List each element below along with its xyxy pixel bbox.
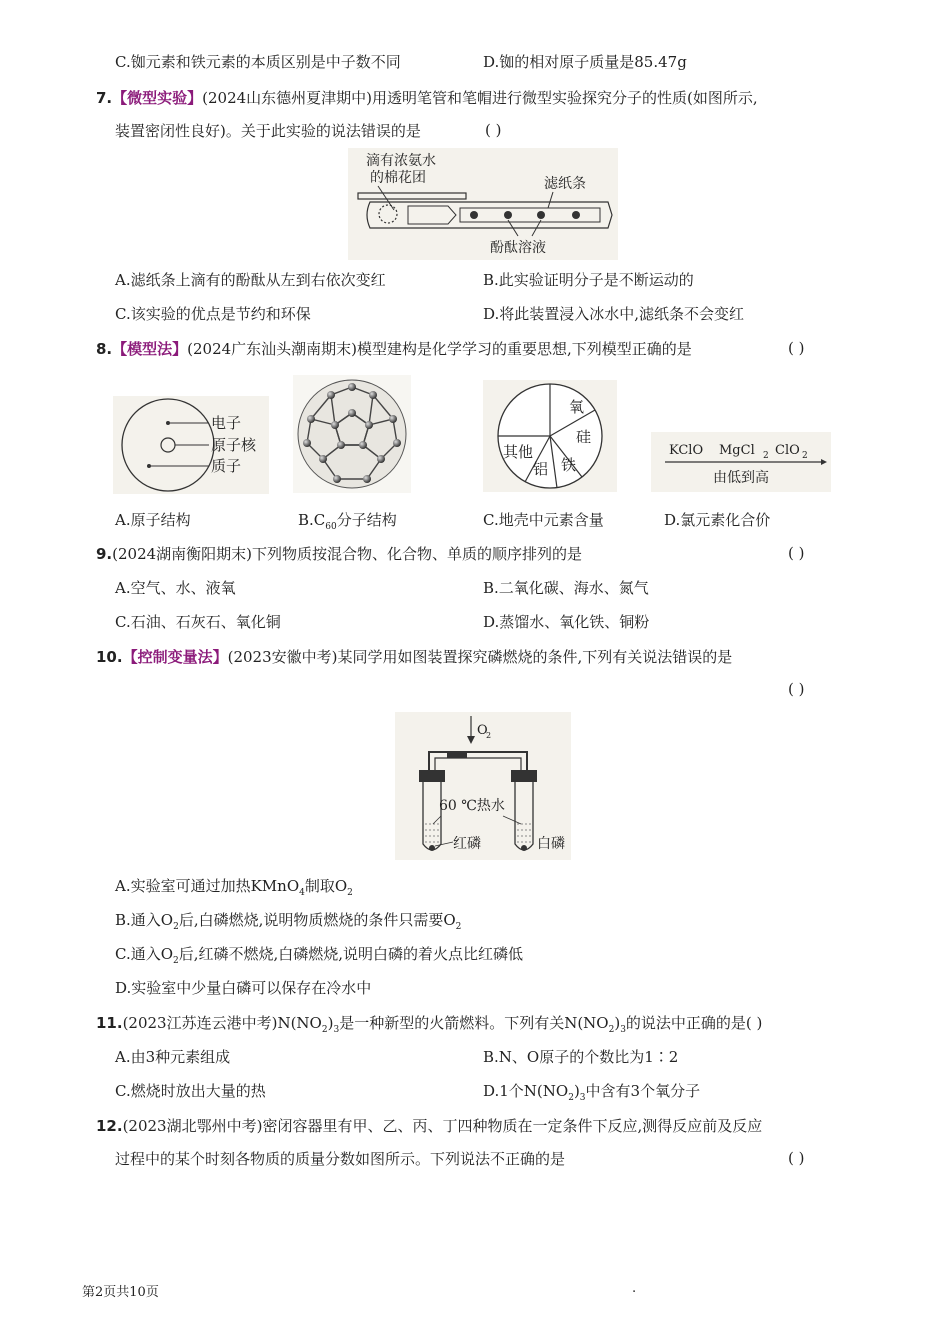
q8-text: (2024广东汕头潮南期末)模型建构是化学学习的重要思想,下列模型正确的是 — [187, 340, 692, 358]
q11-option-a: A.由3种元素组成 — [115, 1048, 231, 1066]
q11-option-b: B.N、O原子的个数比为1∶2 — [483, 1048, 679, 1066]
q8-figA-nucleus: 原子核 — [211, 436, 257, 454]
q12-stem-line1 — [96, 1116, 762, 1136]
q7-fig-drop-1 — [470, 211, 478, 219]
page-footer-number: 第2页共10页 — [82, 1285, 159, 1300]
q7-option-b: B.此实验证明分子是不断运动的 — [483, 271, 694, 289]
q11-text-mid2: 是一种新型的火箭燃料。下列有关N(NO — [339, 1014, 609, 1032]
q10-option-b-sub1: 2 — [173, 922, 179, 932]
q11-option-d-sub1: 2 — [568, 1093, 574, 1103]
q11-option-d-post: 中含有3个氧分子 — [585, 1082, 701, 1100]
q10-tag: 【控制变量法】 — [122, 648, 228, 666]
q7-stem-line1 — [96, 88, 758, 108]
q8-figD-formula-3: ClO — [775, 443, 800, 458]
q10-option-b-mid: 后,白磷燃烧,说明物质燃烧的条件只需要O — [178, 911, 456, 929]
q8-option-d: D.氯元素化合价 — [664, 511, 771, 529]
q12-text1: (2023湖北鄂州中考)密闭容器里有甲、乙、丙、丁四种物质在一定条件下反应,测得反应前及反应 — [122, 1117, 763, 1135]
q7-option-c: C.该实验的优点是节约和环保 — [115, 305, 311, 323]
q7-option-a: A.滤纸条上滴有的酚酞从左到右依次变红 — [115, 271, 386, 289]
q6-option-c: C.铷元素和铁元素的本质区别是中子数不同 — [115, 53, 401, 71]
q7-fig-drop-3 — [537, 211, 545, 219]
page-footer-dot: . — [632, 1281, 637, 1296]
q12-stem-line2: 过程中的某个时刻各物质的质量分数如图所示。下列说法不正确的是 — [115, 1150, 566, 1168]
q10-option-d: D.实验室中少量白磷可以保存在冷水中 — [115, 979, 372, 997]
q10-figure — [395, 712, 571, 860]
q7-stem-line2: 装置密闭性良好)。关于此实验的说法错误的是 — [115, 122, 421, 140]
q11-text-sub1: 2 — [321, 1025, 328, 1035]
q7-fig-drop-4 — [572, 211, 580, 219]
q8-figD-formula-2-sub: 2 — [763, 451, 769, 461]
q9-answer-paren: ( ) — [788, 544, 805, 562]
q10-option-a-sub2: 2 — [347, 888, 353, 898]
q11-text-sub4: 3 — [620, 1025, 626, 1035]
q11-stem — [96, 1013, 762, 1040]
q9-text: (2024湖南衡阳期末)下列物质按混合物、化合物、单质的顺序排列的是 — [112, 545, 583, 563]
q8-figure-chlorine-valence — [651, 432, 831, 492]
q11-text-mid: ) — [327, 1014, 334, 1032]
q7-fig-label-cotton-2: 的棉花团 — [370, 170, 426, 186]
q11-option-d-mid: ) — [573, 1082, 580, 1100]
q10-fig-o2-sub: 2 — [486, 731, 492, 740]
q10-fig-hot-water: 60 ℃热水 — [439, 798, 505, 814]
q10-option-a-mid: 制取O — [304, 877, 348, 895]
q9-option-b: B.二氧化碳、海水、氮气 — [483, 579, 649, 597]
q6-option-d: D.铷的相对原子质量是85.47g — [483, 53, 687, 71]
q7-fig-label-solution: 酚酞溶液 — [490, 240, 546, 256]
q7-fig-label-paper: 滤纸条 — [544, 176, 586, 192]
q8-figA-proton: 质子 — [211, 457, 242, 475]
q10-option-c-sub: 2 — [173, 956, 179, 966]
q9-option-d: D.蒸馏水、氧化铁、铜粉 — [483, 613, 650, 631]
q11-option-d-sub2: 3 — [579, 1093, 586, 1103]
q10-option-c — [115, 944, 523, 971]
q8-option-b-sub: 60 — [325, 522, 337, 532]
q11-text-sub3: 2 — [608, 1025, 615, 1035]
q8-option-a: A.原子结构 — [115, 511, 191, 529]
q8-answer-paren: ( ) — [788, 339, 805, 357]
q8-figA-electron: 电子 — [211, 414, 242, 432]
q8-option-b — [298, 510, 397, 537]
q11-text-pre: (2023江苏连云港中考)N(NO — [122, 1014, 322, 1032]
q11-text-post: 的说法中正确的是( ) — [625, 1014, 763, 1032]
q10-answer-paren: ( ) — [788, 680, 805, 698]
q10-text: (2023安徽中考)某同学用如图装置探究磷燃烧的条件,下列有关说法错误的是 — [227, 648, 733, 666]
q11-option-d — [483, 1081, 700, 1108]
q7-fig-drop-2 — [504, 211, 512, 219]
q9-number: 9. — [96, 545, 113, 563]
q8-number: 8. — [96, 340, 113, 358]
q7-option-d: D.将此装置浸入冰水中,滤纸条不会变红 — [483, 305, 745, 323]
q7-text1: (2024山东德州夏津期中)用透明笔管和笔帽进行微型实验探究分子的性质(如图所示, — [202, 89, 758, 107]
q11-option-d-pre: D.1个N(NO — [483, 1082, 569, 1100]
q11-option-c: C.燃烧时放出大量的热 — [115, 1082, 266, 1100]
q10-fig-red-phosphorus: 红磷 — [453, 836, 481, 852]
q8-figure-atom — [113, 396, 269, 494]
q7-answer-paren: ( ) — [485, 121, 502, 139]
q8-figC-other: 其他 — [503, 443, 534, 461]
q9-stem — [96, 544, 582, 564]
q9-option-a: A.空气、水、液氧 — [115, 579, 236, 597]
q12-answer-paren: ( ) — [788, 1149, 805, 1167]
q10-option-a-pre: A.实验室可通过加热KMnO — [115, 877, 300, 895]
q9-option-c: C.石油、石灰石、氧化铜 — [115, 613, 281, 631]
q8-figD-formula-1: KClO — [669, 443, 704, 458]
q11-text-mid3: ) — [614, 1014, 621, 1032]
q12-number: 12. — [96, 1117, 123, 1135]
q10-option-b — [115, 910, 461, 937]
q8-figure-crust-pie — [483, 380, 617, 492]
q7-number: 7. — [96, 89, 113, 107]
q8-figD-formula-2: MgCl — [719, 443, 755, 458]
q10-fig-o2: O — [477, 723, 488, 738]
q10-option-a-sub1: 4 — [299, 888, 305, 898]
q11-text-sub2: 3 — [333, 1025, 340, 1035]
q7-fig-label-cotton-1: 滴有浓氨水 — [366, 153, 436, 169]
q10-option-b-pre: B.通入O — [115, 911, 174, 929]
q10-option-b-sub2: 2 — [455, 922, 462, 932]
q10-number: 10. — [96, 648, 123, 666]
q8-figD-caption: 由低到高 — [713, 470, 769, 486]
q8-stem — [96, 339, 692, 359]
q8-figC-iron: 铁 — [561, 456, 577, 474]
q10-stem — [96, 647, 732, 667]
q8-option-c: C.地壳中元素含量 — [483, 511, 604, 529]
q8-figC-silicon: 硅 — [576, 428, 592, 446]
q8-option-b-post: 分子结构 — [336, 511, 397, 529]
q7-figure — [348, 148, 618, 260]
q7-tag: 【微型实验】 — [112, 89, 203, 107]
q8-figure-c60 — [293, 375, 411, 493]
q10-fig-white-phosphorus: 白磷 — [537, 836, 565, 852]
q10-option-c-post: 后,红磷不燃烧,白磷燃烧,说明白磷的着火点比红磷低 — [178, 945, 524, 963]
q8-tag: 【模型法】 — [112, 340, 188, 358]
q8-figC-oxygen: 氧 — [569, 398, 585, 416]
q11-number: 11. — [96, 1014, 123, 1032]
q10-option-c-pre: C.通入O — [115, 945, 174, 963]
q8-option-b-pre: B.C — [298, 511, 326, 529]
q10-option-a — [115, 876, 353, 903]
q8-figD-formula-3-sub: 2 — [802, 451, 808, 461]
q8-figC-aluminum: 铝 — [533, 460, 549, 478]
